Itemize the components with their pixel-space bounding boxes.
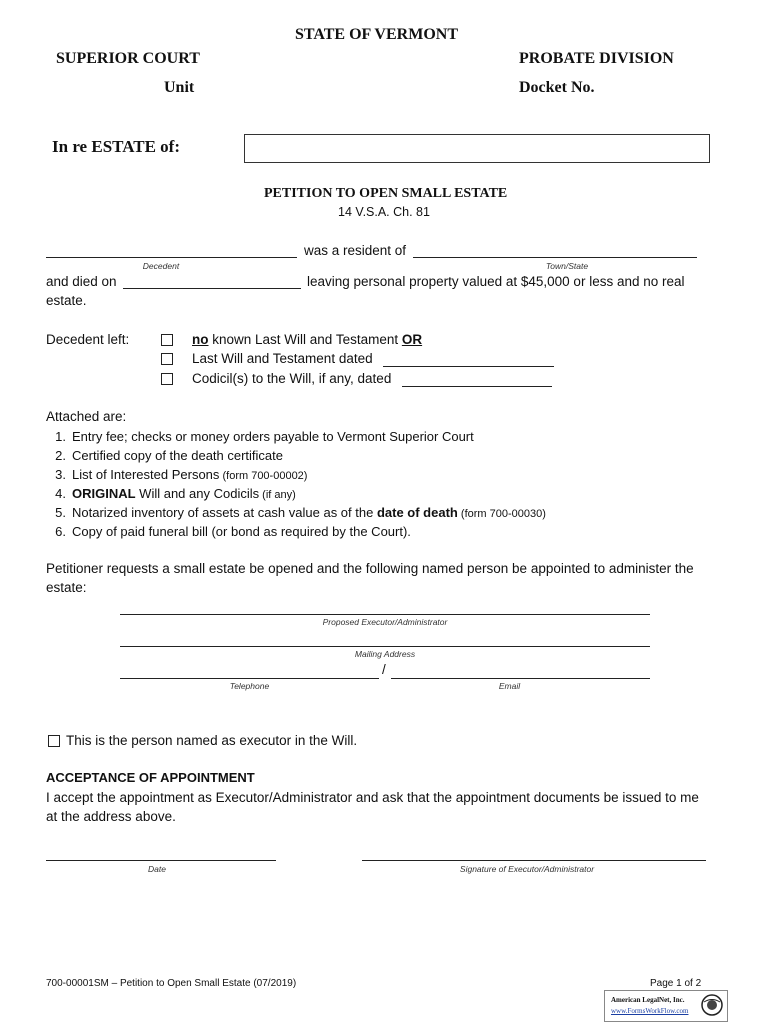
codicil-checkbox[interactable] bbox=[161, 373, 173, 385]
acceptance-heading: ACCEPTANCE OF APPOINTMENT bbox=[46, 770, 255, 785]
attached-item-bold: ORIGINAL bbox=[72, 486, 136, 501]
will-checkbox[interactable] bbox=[161, 353, 173, 365]
signature-caption: Signature of Executor/Administrator bbox=[459, 864, 595, 874]
attached-item bbox=[46, 505, 546, 520]
state-heading: STATE OF VERMONT bbox=[295, 26, 458, 43]
died-on-label: and died on bbox=[46, 274, 117, 289]
estate-name-field[interactable] bbox=[244, 134, 710, 163]
docket-label: Docket No. bbox=[519, 79, 595, 96]
attached-item bbox=[46, 524, 411, 539]
division-heading: PROBATE DIVISION bbox=[519, 50, 674, 67]
attached-item bbox=[46, 467, 307, 482]
will-dated-option: Last Will and Testament dated bbox=[192, 351, 373, 366]
codicil-date-field[interactable] bbox=[402, 386, 552, 387]
acceptance-line2: at the address above. bbox=[46, 809, 176, 824]
attached-item-note: (form 700-00030) bbox=[457, 508, 546, 520]
attached-item-text: Entry fee; checks or money orders payable to Vermont Superior Court bbox=[72, 429, 474, 444]
attached-item bbox=[46, 429, 474, 444]
date-caption: Date bbox=[148, 864, 166, 874]
resident-text: was a resident of bbox=[304, 243, 407, 258]
executor-caption: Proposed Executor/Administrator bbox=[322, 617, 448, 627]
email-caption: Email bbox=[498, 681, 521, 691]
address-caption: Mailing Address bbox=[354, 649, 416, 659]
statute-ref: 14 V.S.A. Ch. 81 bbox=[338, 205, 430, 219]
date-field[interactable] bbox=[46, 860, 276, 861]
leaving-text: leaving personal property valued at $45,000 or less and no real bbox=[307, 274, 685, 289]
named-executor-text: This is the person named as executor in the Will. bbox=[66, 733, 358, 748]
attached-item-number: 4. bbox=[55, 486, 66, 501]
globe-icon bbox=[701, 994, 723, 1016]
decedent-left-label: Decedent left: bbox=[46, 332, 130, 347]
telephone-field[interactable] bbox=[120, 678, 379, 679]
attached-item-number: 3. bbox=[55, 467, 66, 482]
attached-item bbox=[46, 448, 283, 463]
attached-item-number: 6. bbox=[55, 524, 66, 539]
acceptance-line1: I accept the appointment as Executor/Administrator and ask that the appointment documents be issued to me bbox=[46, 790, 699, 805]
legalnet-logo bbox=[604, 990, 728, 1022]
telephone-caption: Telephone bbox=[229, 681, 270, 691]
town-caption: Town/State bbox=[545, 261, 589, 271]
will-date-field[interactable] bbox=[383, 366, 554, 367]
attached-heading: Attached are: bbox=[46, 409, 127, 424]
logo-url: www.FormsWorkFlow.com bbox=[611, 1007, 689, 1015]
estate-text: estate. bbox=[46, 293, 87, 308]
court-heading: SUPERIOR COURT bbox=[56, 50, 200, 67]
page-number: Page 1 of 2 bbox=[650, 978, 702, 989]
attached-item-note: (if any) bbox=[259, 489, 296, 501]
attached-item-number: 5. bbox=[55, 505, 66, 520]
unit-label: Unit bbox=[164, 79, 195, 96]
petition-title: PETITION TO OPEN SMALL ESTATE bbox=[264, 186, 508, 201]
slash-separator: / bbox=[382, 662, 386, 677]
in-re-label: In re ESTATE of: bbox=[52, 137, 180, 156]
form-number: 700-00001SM – Petition to Open Small Estate (07/2019) bbox=[46, 978, 297, 989]
attached-item-number: 2. bbox=[55, 448, 66, 463]
executor-name-field[interactable] bbox=[120, 614, 650, 615]
town-state-field[interactable] bbox=[413, 257, 697, 258]
death-date-field[interactable] bbox=[123, 288, 301, 289]
or-emphasis: OR bbox=[401, 332, 423, 347]
attached-item-note: (form 700-00002) bbox=[219, 470, 308, 482]
attached-item-text: List of Interested Persons bbox=[72, 467, 220, 482]
signature-field[interactable] bbox=[362, 860, 706, 861]
attached-item-number: 1. bbox=[55, 429, 66, 444]
mailing-address-field[interactable] bbox=[120, 646, 650, 647]
named-executor-checkbox[interactable] bbox=[48, 735, 60, 747]
decedent-name-field[interactable] bbox=[46, 257, 297, 258]
logo-company: American LegalNet, Inc. bbox=[611, 996, 685, 1004]
codicil-option: Codicil(s) to the Will, if any, dated bbox=[192, 371, 392, 386]
no-will-option bbox=[192, 332, 422, 347]
attached-item-text: Certified copy of the death certificate bbox=[72, 448, 284, 463]
email-field[interactable] bbox=[391, 678, 650, 679]
attached-item-bold: date of death bbox=[376, 505, 458, 520]
attached-item-text: Will and any Codicils bbox=[135, 486, 260, 501]
petitioner-line1: Petitioner requests a small estate be opened and the following named person be appointed to administer the bbox=[46, 561, 694, 576]
no-will-text: known Last Will and Testament bbox=[208, 332, 402, 347]
attached-item-text: Copy of paid funeral bill (or bond as required by the Court). bbox=[72, 524, 411, 539]
attached-item-text: Notarized inventory of assets at cash value as of the bbox=[72, 505, 377, 520]
decedent-caption: Decedent bbox=[142, 261, 180, 271]
no-emphasis: no bbox=[192, 332, 209, 347]
no-will-checkbox[interactable] bbox=[161, 334, 173, 346]
petitioner-line2: estate: bbox=[46, 580, 87, 595]
attached-item bbox=[46, 486, 296, 501]
